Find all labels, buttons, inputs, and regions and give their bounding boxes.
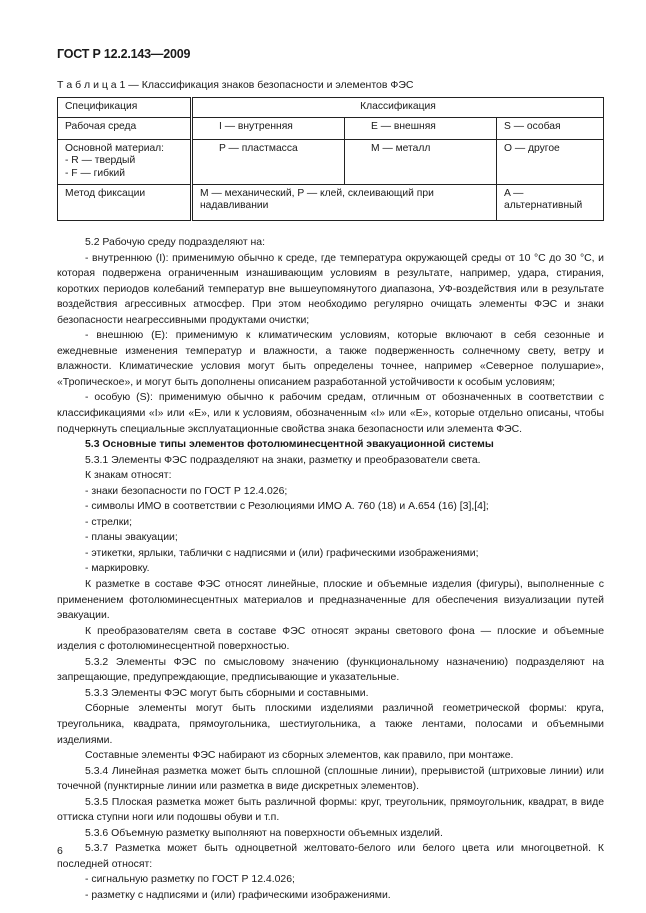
document-header: ГОСТ Р 12.2.143—2009 <box>57 47 191 61</box>
table-cell: S — особая <box>497 117 604 139</box>
paragraph: 5.3.4 Линейная разметка может быть сплошной (сплошные линии), прерывистой (штриховые линии) или точечной (пунктирные линии или разметка в виде дискретных элементов). <box>57 765 604 793</box>
paragraph: - знаки безопасности по ГОСТ Р 12.4.026; <box>85 485 288 497</box>
paragraph: - сигнальную разметку по ГОСТ Р 12.4.026; <box>85 874 295 886</box>
paragraph: - планы эвакуации; <box>85 532 178 544</box>
paragraph: - внешнюю (E): применимую к климатическим условиям, которые включают в себя сезонные и ежедневные изменения температур и влажности, а также подверженность солнечному свету, ветру и влажности. Климатические условия могут быть определены точнее, например «Северное полушарие», «Тропическое», и могут быть дополнены описанием разработанной устойчивости к особым условиям; <box>57 330 604 388</box>
paragraph: 5.2 Рабочую среду подразделяют на: <box>85 237 265 248</box>
table-row <box>58 184 604 220</box>
body-text <box>57 235 604 904</box>
table-cell: O — другое <box>497 139 604 184</box>
row-label-line: Основной материал: <box>65 142 165 154</box>
paragraph: - маркировку. <box>85 563 150 575</box>
header-cell-specification: Спецификация <box>58 98 192 118</box>
paragraph: 5.3.6 Объемную разметку выполняют на поверхности объемных изделий. <box>85 827 443 839</box>
row-label: Метод фиксации <box>58 184 192 220</box>
section-heading: 5.3 Основные типы элементов фотолюминесцентной эвакуационной системы <box>85 439 494 451</box>
paragraph: - стрелки; <box>85 516 133 528</box>
paragraph: - внутреннюю (I): применимую обычно к среде, где температура окружающей среды от 10 °С до 30 °С, и которая подвержена ограниченным изнашивающим условиям в результате, например, удара, стирания, коротких периодов колебаний температур вне вышеупомянутого диапазона, УФ-воздействия или в результате воздействия агрессивных атмосфер. При этом необходимо регулярно очищать элементы ФЭС и знаки безопасности неагрессивными продуктами очистки; <box>57 252 604 326</box>
table-header-row <box>58 98 604 118</box>
paragraph: 5.3.1 Элементы ФЭС подразделяют на знаки, разметку и преобразователи света. <box>85 454 481 466</box>
table-caption: Т а б л и ц а 1 — Классификация знаков безопасности и элементов ФЭС <box>57 79 414 91</box>
page-number: 6 <box>57 845 63 857</box>
paragraph: К преобразователям света в составе ФЭС относят экраны светового фона — плоские и объемные изделия с фотолюминесцентной поверхностью. <box>57 625 604 653</box>
table-row <box>58 139 604 184</box>
paragraph: - этикетки, ярлыки, таблички с надписями и (или) графическими изображениями; <box>85 547 479 559</box>
paragraph: - символы ИМО в соответствии с Резолюциями ИМО А. 760 (18) и А.654 (16) [3],[4]; <box>85 501 489 513</box>
row-label-line: - R — твердый <box>65 155 136 166</box>
table-row <box>58 117 604 139</box>
paragraph: 5.3.5 Плоская разметка может быть различной формы: круг, треугольник, прямоугольник, квадрат, в виде оттиска ступни ноги или подошвы обуви и т.п. <box>57 796 604 824</box>
paragraph: 5.3.3 Элементы ФЭС могут быть сборными и составными. <box>85 687 369 699</box>
paragraph: К разметке в составе ФЭС относят линейные, плоские и объемные изделия (фигуры), выполненные с применением фотолюминесцентных материалов и предназначенные для обеспечения визуализации путей эвакуации. <box>57 579 604 622</box>
table-cell: M — металл <box>345 139 497 184</box>
table-cell: I — внутренняя <box>192 117 345 139</box>
paragraph: К знакам относят: <box>85 470 172 482</box>
paragraph: Сборные элементы могут быть плоскими изделиями различной геометрической формы: круга, треугольника, квадрата, прямоугольника, шестиугольника, а также лентами, полосами и объемными изделиями. <box>57 703 604 746</box>
row-label: Рабочая среда <box>58 117 192 139</box>
classification-table <box>57 97 604 221</box>
table-cell: P — пластмасса <box>192 139 345 184</box>
row-label-line: - F — гибкий <box>65 167 126 179</box>
paragraph: Составные элементы ФЭС набирают из сборных элементов, как правило, при монтаже. <box>85 750 514 762</box>
paragraph: - разметку с надписями и (или) графическими изображениями. <box>85 889 391 901</box>
header-cell-classification: Классификация <box>192 98 604 118</box>
table-cell: E — внешняя <box>345 117 497 139</box>
row-label <box>58 139 192 184</box>
paragraph: - особую (S): применимую обычно к рабочим средам, отличным от обозначенных в соответствии с классификациями «I» или «E», или к условиям, обозначенным «I» или «E», которые отдельно описаны, чтобы подчеркнуть специальные эксплуатационные свойства знака безопасности или элемента ФЭС. <box>57 392 604 435</box>
table-cell: A — альтернативный <box>497 184 604 220</box>
paragraph: 5.3.2 Элементы ФЭС по смысловому значению (функциональному назначению) подразделяют на запрещающие, предупреждающие, предписывающие и указательные. <box>57 656 604 684</box>
paragraph: 5.3.7 Разметка может быть одноцветной желтовато-белого или белого цвета или многоцветной. К последней относят: <box>57 843 604 870</box>
table-cell: M — механический, P — клей, склеивающий при надавливании <box>192 184 497 220</box>
